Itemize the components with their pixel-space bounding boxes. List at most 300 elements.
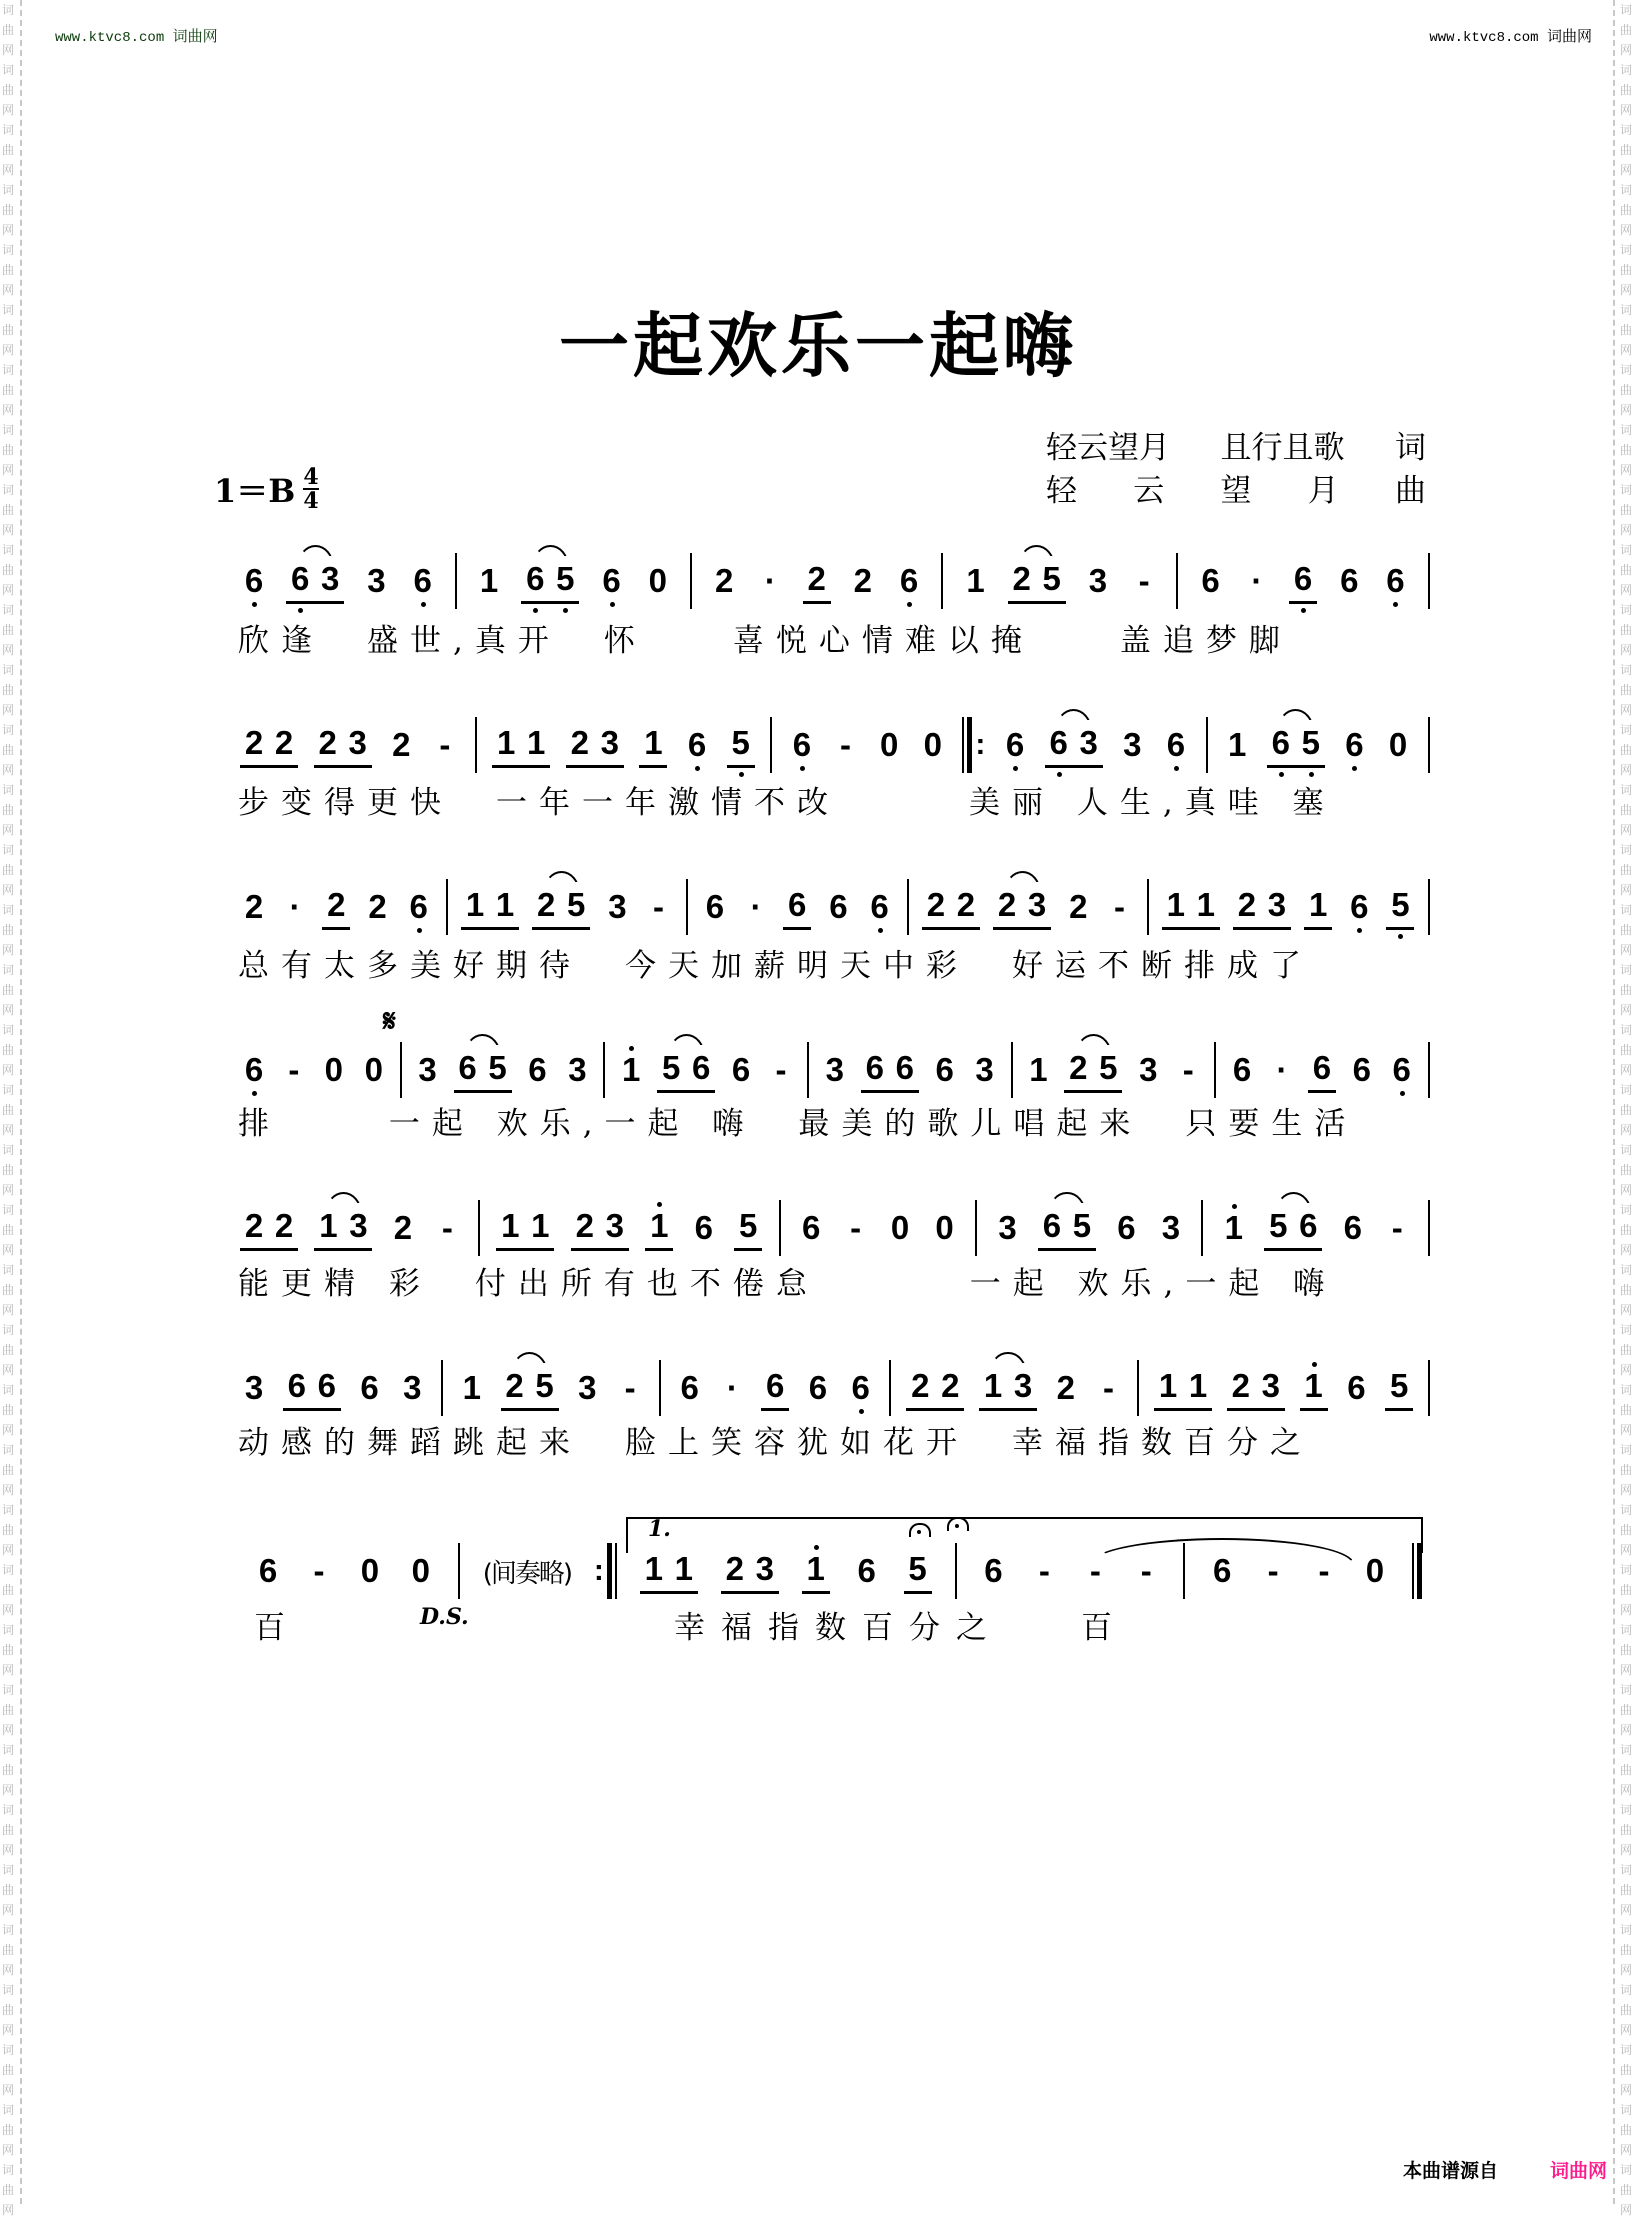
- note-digit: 2: [1231, 1366, 1251, 1404]
- slur-icon: [1048, 1192, 1085, 1214]
- note: [603, 887, 631, 927]
- watermark-text: 词 曲 网: [1, 363, 14, 417]
- note-digit: 3: [244, 1369, 264, 1406]
- beamed-note-group: [803, 559, 831, 604]
- note: [362, 561, 390, 601]
- note: [1220, 1208, 1248, 1248]
- watermark-text: 词 曲 网: [1619, 2103, 1632, 2157]
- watermark-text: 词 曲 网: [1, 783, 14, 837]
- note-digit: 1: [622, 1051, 641, 1088]
- bar-line: [1011, 1042, 1013, 1098]
- note-digit: -: [1318, 1552, 1330, 1589]
- watermark-text: 词 曲 网: [1619, 543, 1632, 597]
- rest: [356, 1551, 384, 1591]
- note: [522, 723, 550, 763]
- note: [761, 1366, 789, 1406]
- note: [1223, 725, 1251, 765]
- note-digit: ·: [289, 888, 301, 925]
- score-row: [240, 1358, 1430, 1418]
- note-digit: 6: [808, 1369, 828, 1406]
- note-digit: 3: [1123, 726, 1142, 763]
- note-digit: 6: [851, 1369, 870, 1406]
- watermark-text: 词 曲 网: [1619, 2163, 1632, 2217]
- volta-label: 1.: [648, 1516, 671, 1542]
- note-digit: 2: [1069, 1048, 1088, 1086]
- note-digit: -: [1182, 1051, 1194, 1088]
- note: [1348, 1050, 1376, 1090]
- note-digit: ·: [764, 562, 776, 599]
- note-digit: 1: [1304, 1366, 1323, 1404]
- watermark-text: 词 曲 网: [1, 723, 14, 777]
- note: [389, 1208, 417, 1248]
- note-digit: 6: [1005, 726, 1025, 763]
- note-digit: 2: [274, 723, 294, 761]
- slur-icon: [511, 1352, 548, 1374]
- note: [344, 723, 372, 763]
- rest: [886, 1208, 914, 1248]
- note-digit: 6: [1345, 726, 1364, 763]
- note-digit: 1: [674, 1549, 694, 1587]
- slur-icon: [1055, 709, 1092, 731]
- note: [491, 885, 519, 925]
- note-digit: 6: [694, 1209, 713, 1246]
- note: [461, 885, 489, 925]
- barline: [1137, 1360, 1139, 1416]
- note: [701, 887, 729, 927]
- score-row: [240, 877, 1430, 937]
- barline: [478, 1200, 480, 1256]
- note: [1339, 1208, 1367, 1248]
- note-digit: -: [439, 726, 451, 763]
- note-digit: 3: [1267, 885, 1287, 923]
- low-octave-dot: [1301, 608, 1306, 613]
- note-digit: 1: [1308, 885, 1328, 923]
- rest: [407, 1551, 435, 1591]
- note-digit: 6: [317, 1366, 336, 1404]
- high-octave-dot: [1312, 1362, 1317, 1367]
- note: [922, 885, 950, 925]
- barline: [446, 879, 448, 935]
- note: [1154, 1366, 1182, 1406]
- lyrics-line: 步变得更快 一年一年激情不改 美丽 人生,真哇 塞: [238, 785, 1336, 821]
- extension-dash: [832, 725, 860, 765]
- site-url: www.ktvc8.com: [1429, 30, 1539, 46]
- bar-line: [1428, 1200, 1430, 1256]
- note-digit: 6: [829, 888, 848, 925]
- note: [1289, 559, 1317, 599]
- note-digit: 6: [1271, 723, 1290, 761]
- augmentation-dot: [281, 887, 309, 927]
- watermark-text: 词 曲 网: [1619, 1743, 1632, 1797]
- note: [866, 887, 894, 927]
- note: [783, 885, 811, 925]
- note: [1304, 885, 1332, 925]
- note: [690, 1208, 718, 1248]
- bar-line: [1428, 1042, 1430, 1098]
- note-digit: 6: [1201, 562, 1220, 599]
- note-digit: 6: [691, 1048, 711, 1086]
- note-digit: -: [1103, 1369, 1115, 1406]
- note-digit: 1: [479, 562, 499, 599]
- watermark-text: 词 曲 网: [1, 1923, 14, 1977]
- note: [1064, 887, 1092, 927]
- footer-source: 本曲谱源自: [1403, 2160, 1499, 2182]
- watermark-text: 词 曲 网: [1619, 1383, 1632, 1437]
- barline: [1428, 553, 1430, 609]
- watermark-text: 词 曲 网: [1619, 1803, 1632, 1857]
- watermark-text: 词 曲 网: [1619, 483, 1632, 537]
- watermark-text: 词 曲 网: [1, 1083, 14, 1137]
- note-digit: 6: [1386, 562, 1405, 599]
- low-octave-dot: [1309, 772, 1314, 777]
- composer-char: 云: [1133, 473, 1165, 509]
- note-digit: 0: [1388, 726, 1408, 763]
- note: [458, 1368, 486, 1408]
- key-label: 1＝B: [214, 472, 296, 510]
- beamed-note-group: [761, 1366, 789, 1411]
- note-digit: 6: [731, 1051, 751, 1088]
- low-octave-dot: [1400, 1091, 1405, 1096]
- bar-line: [807, 1042, 809, 1098]
- lyrics-line: 欣逢 盛世,真开 怀 喜悦心情难以掩 盖追梦脚: [238, 623, 1292, 659]
- low-octave-dot: [800, 766, 805, 771]
- bar-line: [400, 1042, 402, 1098]
- watermark-text: 词 曲 网: [1619, 1503, 1632, 1557]
- note: [962, 561, 990, 601]
- note: [1381, 561, 1409, 601]
- high-octave-dot: [657, 1202, 662, 1207]
- lyrics-segment: 幸福指数百分之: [674, 1610, 1003, 1646]
- slur-icon: [989, 1352, 1026, 1374]
- note-digit: 3: [1161, 1209, 1181, 1246]
- barline: [686, 879, 688, 935]
- note-digit: 3: [578, 1369, 597, 1406]
- note-digit: 2: [318, 723, 337, 761]
- score-row: [240, 551, 1430, 611]
- note: [1162, 885, 1190, 925]
- note-digit: 2: [926, 885, 946, 923]
- note: [895, 561, 923, 601]
- beamed-note-group: [571, 1206, 629, 1251]
- watermark-text: 词 曲 网: [1619, 1023, 1632, 1077]
- low-octave-dot: [878, 928, 883, 933]
- augmentation-dot: [756, 561, 784, 601]
- barline: [1428, 879, 1430, 935]
- bar-line: [1428, 717, 1430, 773]
- note-digit: 2: [1012, 559, 1031, 597]
- note: [979, 1551, 1007, 1591]
- note: [405, 887, 433, 927]
- barline: [1214, 1042, 1216, 1098]
- beamed-note-group: [1154, 1366, 1212, 1411]
- slur-icon: [1277, 709, 1314, 731]
- note-digit: 6: [413, 562, 432, 599]
- footer-brand-link[interactable]: 词曲网: [1550, 2160, 1608, 2182]
- bar-line: [686, 879, 688, 935]
- note-digit: 2: [941, 1366, 960, 1404]
- lyricist-credit: [1046, 422, 1426, 467]
- note-digit: 5: [739, 1206, 758, 1244]
- watermark-text: 词 曲 网: [1619, 1143, 1632, 1197]
- beamed-note-group: [314, 1206, 372, 1251]
- low-octave-dot: [610, 602, 615, 607]
- lyrics-line: 总有太多美好期待 今天加薪明天中彩 好运不断排成了: [238, 948, 1313, 984]
- extension-dash: [280, 1050, 308, 1090]
- watermark-text: 词 曲 网: [1, 2103, 14, 2157]
- note: [952, 885, 980, 925]
- beamed-note-group: [1008, 559, 1066, 604]
- lyricist-role: 词: [1395, 430, 1426, 466]
- slur-icon: [1004, 871, 1041, 893]
- watermark-text: 词 曲 网: [1, 2043, 14, 2097]
- note: [645, 1206, 673, 1246]
- note-digit: 2: [393, 1209, 413, 1246]
- note-digit: 0: [935, 1209, 954, 1246]
- site-brand: 词曲网: [172, 27, 218, 45]
- low-octave-dot: [298, 608, 303, 613]
- score-row: [240, 1040, 1430, 1100]
- note: [847, 1368, 875, 1408]
- beamed-note-group: [501, 1366, 559, 1411]
- watermark-text: 词 曲 网: [1, 1563, 14, 1617]
- note: [1385, 1366, 1413, 1406]
- beamed-note-group: [496, 1206, 554, 1251]
- extension-dash: [767, 1050, 795, 1090]
- note-digit: 6: [788, 885, 807, 923]
- barline: [941, 553, 943, 609]
- note: [971, 1050, 999, 1090]
- note-digit: 1: [319, 1206, 338, 1244]
- beamed-note-group: [454, 1048, 512, 1093]
- note: [526, 1206, 554, 1246]
- note-digit: 6: [1117, 1209, 1136, 1246]
- note-digit: 6: [766, 1366, 785, 1404]
- beamed-note-group: [1064, 1048, 1122, 1093]
- watermark-text: 词 曲 网: [1, 1263, 14, 1317]
- barline: [1206, 717, 1208, 773]
- key-signature: [214, 466, 319, 512]
- note-digit: 6: [1049, 723, 1068, 761]
- note-digit: 6: [526, 559, 545, 597]
- watermark-text: 词 曲 网: [1, 543, 14, 597]
- composer-char: 月: [1307, 473, 1339, 509]
- beamed-note-group: [657, 1048, 715, 1093]
- note-digit: ·: [1251, 562, 1263, 599]
- bar-line: [615, 1543, 617, 1599]
- note-digit: 1: [1224, 1209, 1244, 1246]
- extension-dash: [1130, 561, 1158, 601]
- note: [314, 723, 342, 763]
- barline: [807, 1042, 809, 1098]
- watermark-text: 词 曲 网: [1, 243, 14, 297]
- watermark-text: 词 曲 网: [1, 1743, 14, 1797]
- note-digit: 6: [1299, 1206, 1318, 1244]
- note: [824, 887, 852, 927]
- note-digit: 1: [462, 1369, 481, 1406]
- watermark-text: 词 曲 网: [1619, 2043, 1632, 2097]
- note: [994, 1208, 1022, 1248]
- note: [861, 1048, 889, 1088]
- note-digit: 3: [403, 1369, 422, 1406]
- watermark-text: 词 曲 网: [1, 63, 14, 117]
- note-digit: 2: [853, 562, 873, 599]
- note-digit: 6: [1232, 1051, 1252, 1088]
- note: [1257, 1366, 1285, 1406]
- note-digit: 1: [1188, 1366, 1208, 1404]
- bar-line: [690, 553, 692, 609]
- barline: [455, 553, 457, 609]
- note-digit: 5: [661, 1048, 681, 1086]
- note-digit: 2: [327, 885, 346, 923]
- barline: [1147, 879, 1149, 935]
- note-digit: 1: [966, 562, 985, 599]
- slur-icon: [668, 1034, 705, 1056]
- note-digit: 3: [348, 723, 367, 761]
- watermark-text: 词 曲 网: [1619, 603, 1632, 657]
- beamed-note-group: [566, 723, 624, 768]
- augmentation-dot: [1243, 561, 1271, 601]
- segno-icon: 𝄋: [383, 1005, 396, 1038]
- note: [891, 1048, 919, 1088]
- barline: [1011, 1042, 1013, 1098]
- bar-line: [1428, 553, 1430, 609]
- note-digit: 5: [1072, 1206, 1092, 1244]
- note-digit: 1: [465, 885, 485, 923]
- note-digit: 6: [792, 726, 812, 763]
- rest: [919, 725, 947, 765]
- note-digit: -: [313, 1552, 325, 1589]
- beamed-note-group: [922, 885, 980, 930]
- rest: [360, 1050, 388, 1090]
- low-octave-dot: [1398, 934, 1403, 939]
- note-digit: 3: [367, 562, 386, 599]
- barline: [907, 879, 909, 935]
- low-octave-dot: [695, 766, 700, 771]
- watermark-text: 词 曲 网: [1619, 1923, 1632, 1977]
- score-row: [240, 715, 1430, 775]
- note-digit: -: [1140, 1552, 1152, 1589]
- watermark-text: 词 曲 网: [1, 483, 14, 537]
- beamed-note-group: [734, 1206, 762, 1251]
- site-brand: 词曲网: [1546, 27, 1592, 45]
- note-digit: 5: [1042, 559, 1061, 597]
- beamed-note-group: [1045, 723, 1103, 768]
- note-digit: 6: [1042, 1206, 1062, 1244]
- note-digit: -: [1138, 562, 1150, 599]
- bar-line: [1206, 717, 1208, 773]
- low-octave-dot: [739, 772, 744, 777]
- beamed-note-group: [1289, 559, 1317, 604]
- slur-icon: [1075, 1034, 1112, 1056]
- note: [802, 1549, 830, 1589]
- barline: [690, 553, 692, 609]
- bar-line-thick: [607, 1543, 612, 1599]
- high-octave-dot: [1232, 1204, 1237, 1209]
- bar-line: [458, 1543, 460, 1599]
- note: [254, 1551, 282, 1591]
- note-digit: -: [1391, 1209, 1403, 1246]
- note: [1227, 1366, 1255, 1406]
- augmentation-dot: [742, 887, 770, 927]
- note: [398, 1368, 426, 1408]
- note: [727, 1050, 755, 1090]
- slur-icon: [543, 871, 580, 893]
- low-octave-dot: [859, 1409, 864, 1414]
- beamed-note-group: [240, 723, 298, 768]
- beamed-note-group: [721, 1549, 779, 1594]
- note-digit: 3: [1013, 1366, 1033, 1404]
- note-digit: 5: [731, 723, 750, 761]
- note-digit: 6: [291, 559, 310, 597]
- watermark-text: 词 曲 网: [1619, 1203, 1632, 1257]
- beamed-note-group: [727, 723, 755, 768]
- note-digit: 0: [923, 726, 942, 763]
- extension-dash: [842, 1208, 870, 1248]
- watermark-text: 词 曲 网: [1619, 663, 1632, 717]
- lyrics-line: 排 一起 欢乐,一起 嗨 最美的歌儿唱起来 只要生活: [238, 1106, 1358, 1142]
- extension-dash: [1174, 1050, 1202, 1090]
- bar-line: [455, 553, 457, 609]
- note-digit: 0: [890, 1209, 910, 1246]
- beamed-note-group: [532, 885, 590, 930]
- bar-line: [1428, 879, 1430, 935]
- note-digit: 6: [801, 1209, 821, 1246]
- note: [1192, 885, 1220, 925]
- note-digit: 3: [321, 559, 340, 597]
- beamed-note-group: [645, 1206, 673, 1251]
- beamed-note-group: [1300, 1366, 1328, 1411]
- bar-line: [1201, 1200, 1203, 1256]
- watermark-text: 词 曲 网: [1619, 63, 1632, 117]
- watermark-text: 词 曲 网: [1, 1203, 14, 1257]
- note: [240, 723, 268, 763]
- note: [1197, 561, 1225, 601]
- bar-line: [478, 1200, 480, 1256]
- note-digit: 2: [1069, 888, 1088, 925]
- note: [563, 1050, 591, 1090]
- note-digit: 2: [725, 1549, 744, 1587]
- note-digit: 1: [1029, 1051, 1048, 1088]
- bar-line: [1137, 1360, 1139, 1416]
- note-digit: 3: [998, 1209, 1017, 1246]
- watermark-text: 词 曲 网: [1619, 1983, 1632, 2037]
- note-digit: -: [1089, 1552, 1101, 1589]
- beamed-note-group: [1385, 1366, 1413, 1411]
- note-digit: 6: [984, 1552, 1003, 1589]
- note-digit: -: [840, 726, 851, 763]
- watermark-text: 词 曲 网: [1619, 963, 1632, 1017]
- note: [1024, 1050, 1052, 1090]
- note: [356, 1368, 384, 1408]
- note: [1001, 725, 1029, 765]
- beamed-note-group: [1227, 1366, 1285, 1411]
- note: [1386, 885, 1414, 925]
- note-digit: 2: [1056, 1369, 1075, 1406]
- note-digit: 6: [935, 1051, 954, 1088]
- note: [734, 1206, 762, 1246]
- beamed-note-group: [1233, 885, 1291, 930]
- barline: [603, 1042, 605, 1098]
- repeat-dots: :: [593, 1554, 604, 1587]
- note: [670, 1549, 698, 1589]
- note-digit: 3: [568, 1051, 587, 1088]
- note-digit: 1: [501, 1206, 520, 1244]
- note: [676, 1368, 704, 1408]
- note: [683, 725, 711, 765]
- barline: [770, 717, 772, 773]
- watermark-text: 词 曲 网: [1, 903, 14, 957]
- note-digit: 6: [360, 1369, 379, 1406]
